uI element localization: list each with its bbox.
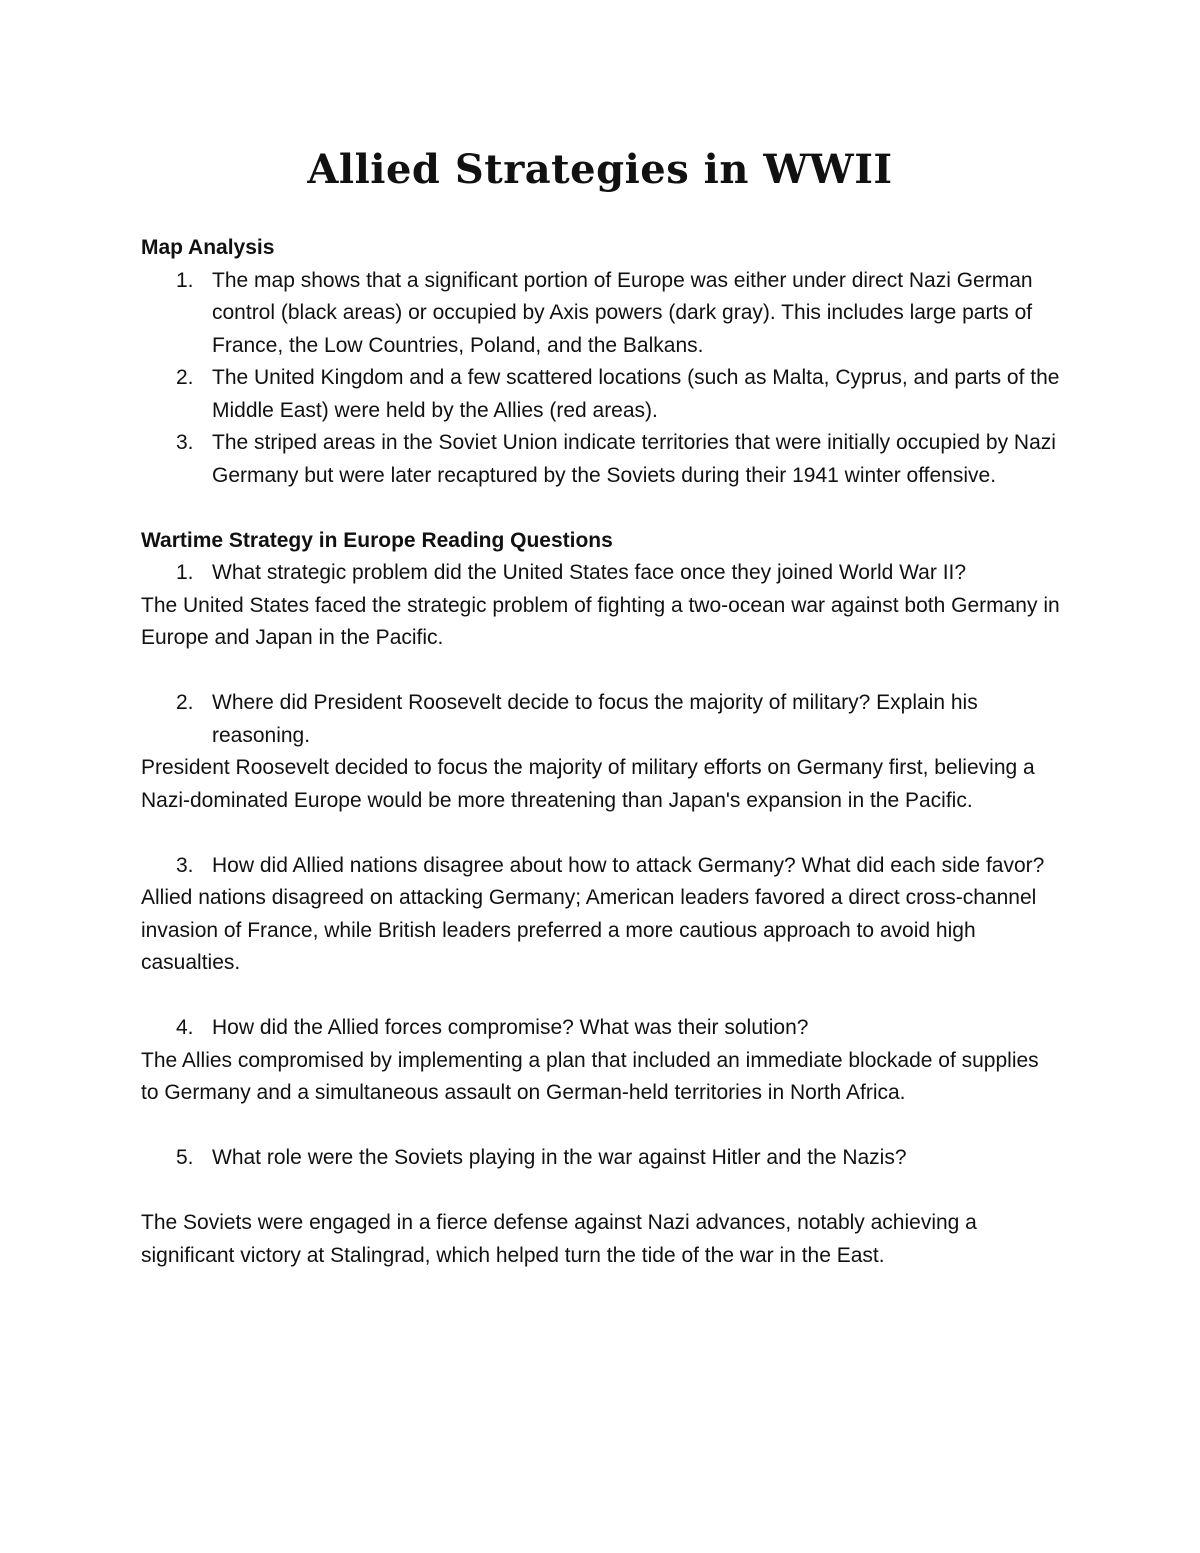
list-item-text: The United Kingdom and a few scattered locations (such as Malta, Cyprus, and parts of the Middle East) were held by the Allies (red areas). [212,366,1060,422]
question-text: What role were the Soviets playing in the war against Hitler and the Nazis? [212,1146,907,1169]
reading-questions-heading: Wartime Strategy in Europe Reading Questions [141,528,613,552]
question-item [141,850,1061,883]
map-analysis-list [141,265,1061,493]
question-number: 3. [176,853,194,877]
spacer [141,492,1061,525]
question-3 [141,850,1061,883]
question-5 [141,1142,1061,1175]
spacer [141,980,1061,1013]
question-number: 1. [176,561,194,584]
question-text: What strategic problem did the United States face once they joined World War II? [212,561,967,584]
question-item [141,1142,1061,1175]
document-title: Allied Strategies in WWII [307,146,893,193]
question-number: 2. [176,691,194,714]
map-analysis-heading: Map Analysis [141,236,275,259]
list-item-number: 3. [176,431,194,454]
question-item [141,557,1061,590]
question-2 [141,687,1061,752]
question-item [141,1012,1061,1045]
list-item-number: 2. [176,366,194,389]
question-number: 5. [176,1146,194,1169]
question-number: 4. [176,1016,194,1039]
question-4 [141,1012,1061,1045]
answer-text: President Roosevelt decided to focus the majority of military efforts on Germany first, believing a Nazi-dominated Europe would be more threatening than Japan's expansion in the Pacific. [141,756,1035,812]
question-text: How did the Allied forces compromise? What was their solution? [212,1016,809,1039]
spacer [141,817,1061,850]
spacer [141,655,1061,688]
question-text: How did Allied nations disagree about how to attack Germany? What did each side favor? [212,853,1045,877]
list-item-number: 1. [176,268,194,292]
list-item [141,265,1061,363]
answer-text: The Allies compromised by implementing a plan that included an immediate blockade of supplies to Germany and a simultaneous assault on German-held territories in North Africa. [141,1048,1039,1104]
list-item [141,362,1061,427]
question-text: Where did President Roosevelt decide to focus the majority of military? Explain his reasoning. [212,691,978,747]
list-item-text: The striped areas in the Soviet Union indicate territories that were initially occupied by Nazi Germany but were later recaptured by the Soviets during their 1941 winter offensive. [212,431,1056,487]
answer-text: The Soviets were engaged in a fierce defense against Nazi advances, notably achieving a significant victory at Stalingrad, which helped turn the tide of the war in the East. [141,1211,977,1267]
spacer [141,1175,1061,1208]
document-body [141,232,1061,1272]
list-item [141,427,1061,492]
question-item [141,687,1061,752]
list-item-text: The map shows that a significant portion of Europe was either under direct Nazi German control (black areas) or occupied by Axis powers (dark gray). This includes large parts of France, the Low Countries, Poland, and the Balkans. [212,268,1033,357]
question-1 [141,557,1061,590]
spacer [141,1110,1061,1143]
answer-text: The United States faced the strategic problem of fighting a two-ocean war against both Germany in Europe and Japan in the Pacific. [141,593,1060,649]
answer-text: Allied nations disagreed on attacking Germany; American leaders favored a direct cross-channel invasion of France, while British leaders preferred a more cautious approach to avoid high casualties. [141,886,1037,974]
